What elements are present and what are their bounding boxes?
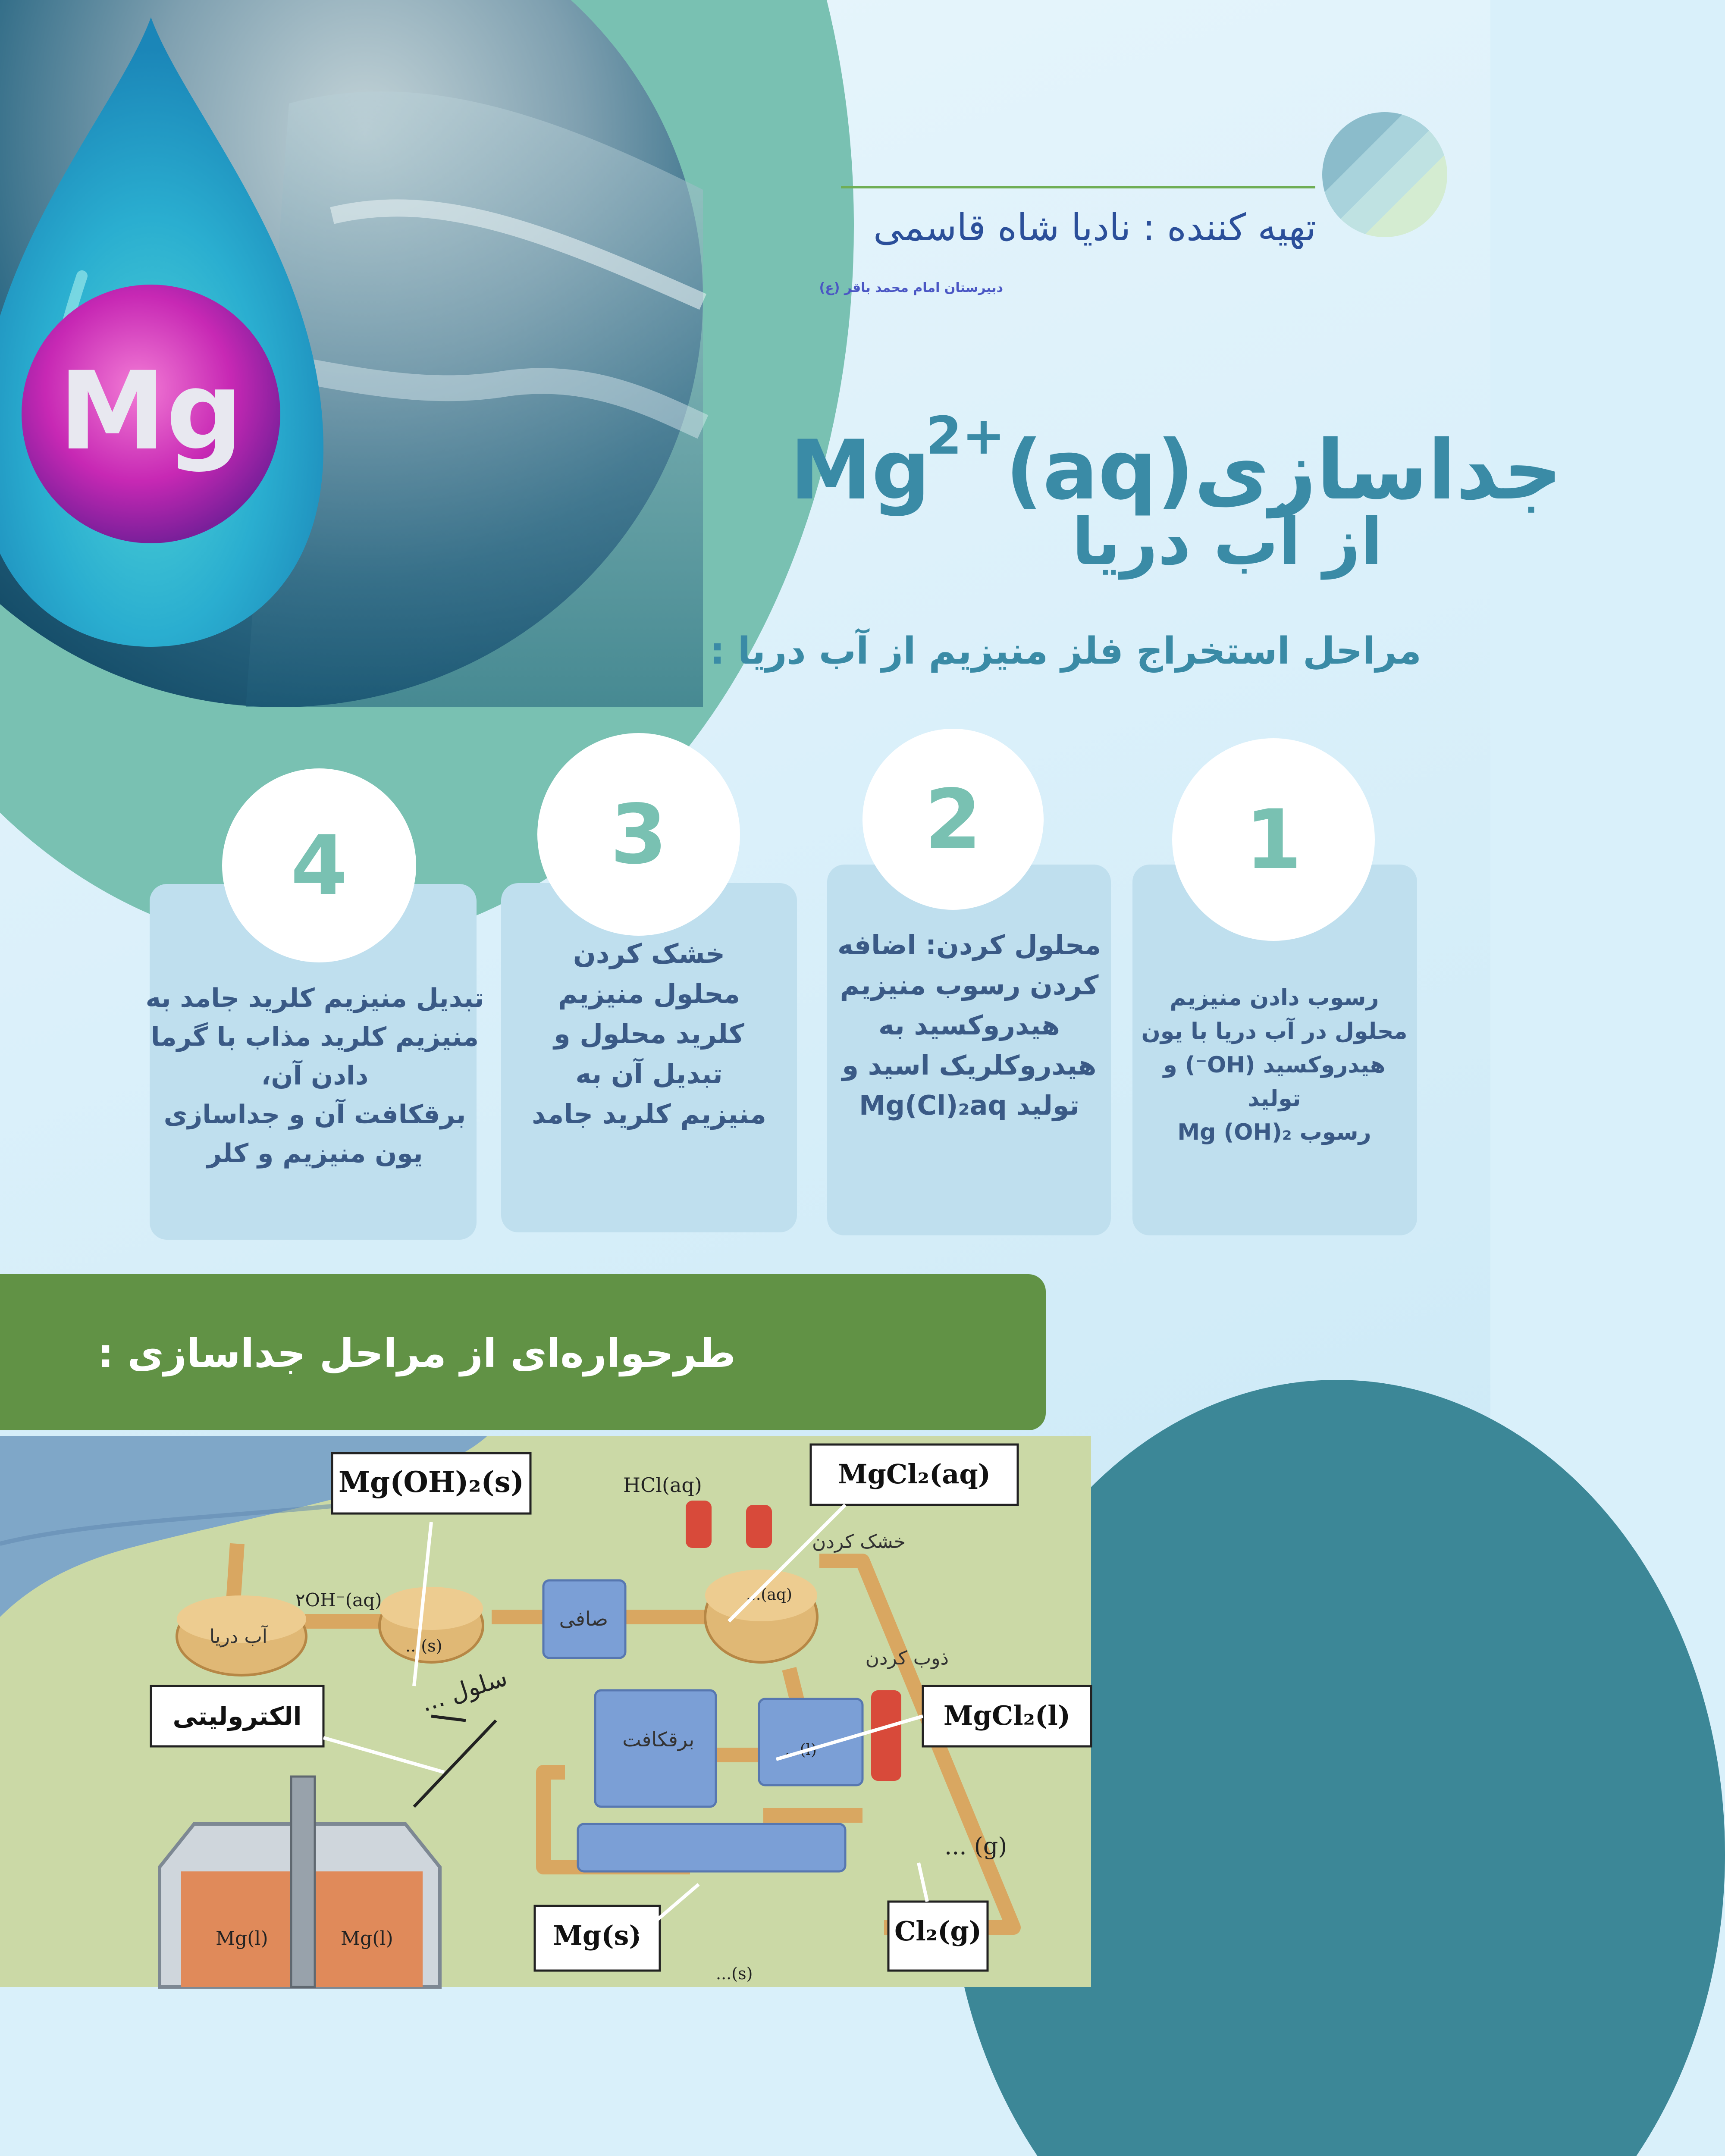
step-3-line: منیزیم کلرید جامد (532, 1098, 766, 1130)
step-text-3 (509, 934, 789, 1134)
precipitation-tank-top (380, 1587, 483, 1630)
page-title-line1 (790, 406, 1562, 518)
decorative-striped-circle (1322, 112, 1447, 237)
step-4-line: یون منیزیم و کلر (207, 1138, 423, 1169)
label-s1: ...(s) (405, 1636, 442, 1655)
label-mgoh2: Mg(OH)₂(s) (338, 1465, 524, 1499)
label-hcl: HCl(aq) (623, 1473, 702, 1497)
step-number-4: 4 (222, 768, 416, 962)
section-banner-title: طرحواره‌ای از مراحل جداسازی : (97, 1330, 736, 1376)
label-drying: خشک کردن (812, 1531, 906, 1553)
label-s2: ...(s) (716, 1964, 753, 1983)
page-title-line2: از آب دریا (1072, 505, 1383, 580)
title-formula-charge: 2+ (926, 406, 1006, 466)
author-line: تهیه کننده : نادیا شاه قاسمی (873, 206, 1316, 249)
process-diagram (0, 1436, 1091, 1987)
label-mgcl2aq: MgCl₂(aq) (837, 1458, 991, 1490)
step-number-1: 1 (1172, 738, 1375, 941)
step-2-line: تولید Mg(Cl)₂aq (859, 1090, 1080, 1121)
step-2-line: کردن رسوب منیزیم (840, 969, 1099, 1001)
sea-wave-photo (0, 0, 703, 707)
collector-unit (578, 1824, 845, 1871)
label-melting: ذوب کردن (865, 1647, 949, 1669)
label-oh: ۲OH⁻(aq) (295, 1589, 382, 1611)
school-name: دبیرستان امام محمد باقر (ع) (819, 280, 1003, 295)
step-number-3: 3 (537, 733, 740, 936)
label-g: ... (g) (944, 1833, 1007, 1860)
step-text-4 (142, 979, 487, 1173)
step-4-line: برقکافت آن و جداسازی (163, 1100, 466, 1130)
step-2-line: محلول کردن: اضافه (837, 929, 1101, 961)
title-formula-phase: (aq) (1005, 423, 1195, 518)
step-text-2 (830, 925, 1108, 1125)
step-2-line: هیدروکسید به (878, 1009, 1060, 1041)
step-3-line: محلول منیزیم (558, 978, 740, 1009)
label-cell: سلول ... (417, 1663, 511, 1718)
label-cl2: Cl₂(g) (894, 1915, 982, 1947)
step-3-line: کلرید محلول و (554, 1018, 744, 1050)
label-mgl-left: Mg(l) (216, 1927, 268, 1949)
drop-symbol-text: Mg (59, 348, 243, 474)
step-1-line: هیدروکسید (OH⁻) و تولید (1163, 1052, 1386, 1112)
flow-arrows (414, 1716, 496, 1807)
label-filter: صافی (559, 1607, 608, 1630)
step-1-line: رسوب دادن منیزیم (1170, 985, 1379, 1011)
label-electrolyte: الکترولیتی (172, 1702, 302, 1731)
step-4-line: منیزیم کلرید مذاب با گرما (151, 1022, 479, 1052)
label-mgs: Mg(s) (553, 1920, 642, 1951)
electrode (291, 1777, 315, 1987)
decorative-green-line (841, 186, 1315, 188)
step-3-line: خشک کردن (573, 938, 725, 969)
label-seawater: آب دریا (209, 1626, 267, 1648)
step-2-line: هیدروکلریک اسید و (842, 1050, 1097, 1081)
label-aq: ...(aq) (746, 1586, 792, 1604)
step-1-line: رسوب Mg (OH)₂ (1177, 1119, 1371, 1145)
title-formula-base: Mg (790, 423, 931, 518)
step-text-1 (1138, 981, 1410, 1149)
steps-heading: مراحل استخراج فلز منیزیم از آب دریا : (710, 630, 1421, 673)
step-4-line: دادن آن، (261, 1061, 369, 1091)
label-mgl-right: Mg(l) (341, 1927, 393, 1949)
heater-cylinder (871, 1690, 901, 1781)
hcl-cylinder (686, 1501, 712, 1548)
label-l-small: ...(l) (785, 1741, 817, 1759)
title-word: جداسازی (1194, 423, 1562, 518)
label-mgcl2l: MgCl₂(l) (943, 1700, 1071, 1731)
step-number-2: 2 (862, 729, 1044, 910)
label-electrolysis: برقکافت (622, 1728, 694, 1751)
step-3-line: تبدیل آن به (575, 1058, 723, 1090)
step-1-line: محلول در آب دریا با یون (1141, 1018, 1408, 1044)
step-4-line: تبدیل منیزیم کلرید جامد به (145, 983, 484, 1013)
hcl-cylinder (746, 1505, 772, 1548)
